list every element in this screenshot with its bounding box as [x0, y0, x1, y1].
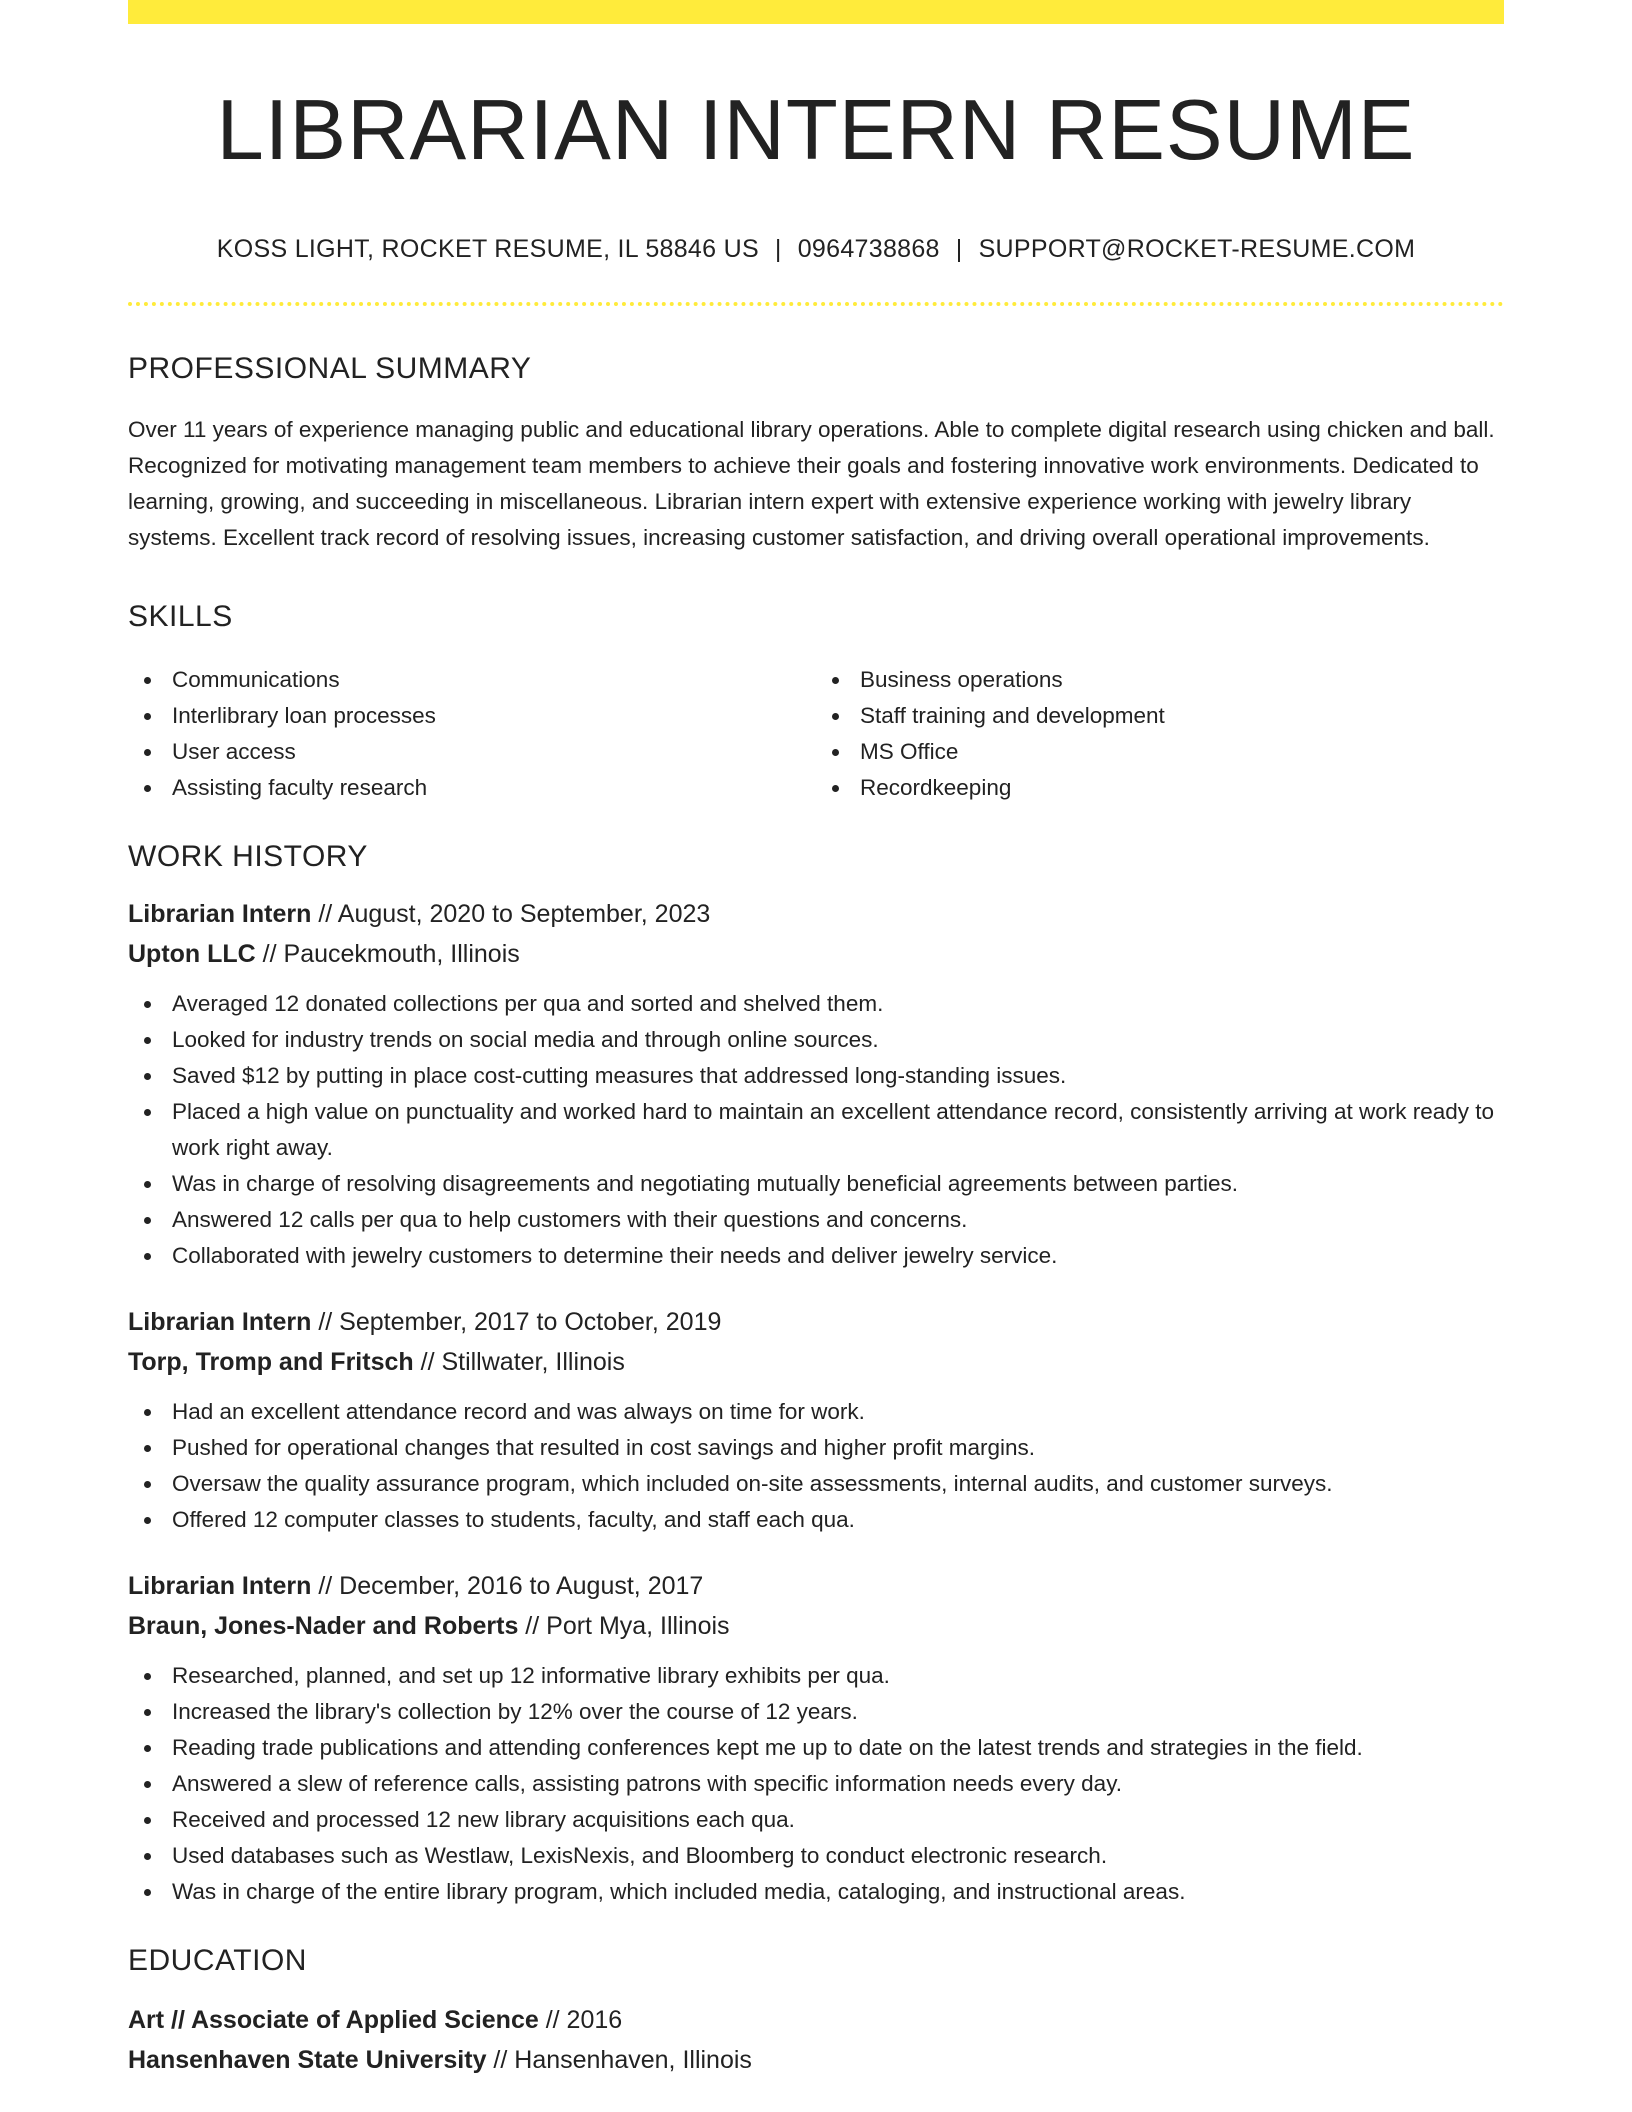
job-entry: [128, 1302, 1504, 1538]
job-location: // Paucekmouth, Illinois: [255, 940, 520, 968]
job-company-line: [128, 934, 1504, 974]
job-title: Librarian Intern: [128, 1572, 312, 1600]
job-title: Librarian Intern: [128, 900, 312, 928]
job-bullets: [128, 1658, 1504, 1910]
summary-heading: PROFESSIONAL SUMMARY: [128, 352, 532, 385]
job-dates: // August, 2020 to September, 2023: [311, 900, 711, 928]
job-company: Braun, Jones-Nader and Roberts: [128, 1612, 519, 1640]
job-bullet: Pushed for operational changes that resulted in cost savings and higher profit margins.: [128, 1430, 1504, 1466]
skills-heading: SKILLS: [128, 600, 233, 633]
job-title: Librarian Intern: [128, 1308, 312, 1336]
education-location: // Hansenhaven, Illinois: [486, 2046, 752, 2074]
job-dates: // December, 2016 to August, 2017: [311, 1572, 704, 1600]
job-bullet: Was in charge of the entire library program, which included media, cataloging, and instructional areas.: [128, 1874, 1504, 1910]
job-company-line: [128, 1342, 1504, 1382]
job-bullet: Was in charge of resolving disagreements and negotiating mutually beneficial agreements between parties.: [128, 1166, 1504, 1202]
contact-phone[interactable]: 0964738868: [797, 235, 940, 263]
skills-list: [128, 662, 1504, 806]
job-bullet: Reading trade publications and attending conferences kept me up to date on the latest trends and strategies in the field.: [128, 1730, 1504, 1766]
skill-item: User access: [128, 734, 816, 770]
education-heading: EDUCATION: [128, 1944, 307, 1977]
skills-column-right: [816, 662, 1504, 806]
job-bullet: Answered a slew of reference calls, assisting patrons with specific information needs every day.: [128, 1766, 1504, 1802]
contact-line: [128, 235, 1504, 264]
resume-page: [128, 0, 1504, 2080]
education-year: // 2016: [538, 2006, 623, 2034]
resume-title: LIBRARIAN INTERN RESUME: [216, 83, 1416, 178]
skill-item: Recordkeeping: [816, 770, 1504, 806]
job-bullet: Collaborated with jewelry customers to determine their needs and deliver jewelry service.: [128, 1238, 1504, 1274]
skill-item: Communications: [128, 662, 816, 698]
job-company: Upton LLC: [128, 940, 256, 968]
education-school-line: [128, 2040, 1504, 2080]
job-company-line: [128, 1606, 1504, 1646]
education-degree-line: [128, 2000, 1504, 2040]
education-degree: Art // Associate of Applied Science: [128, 2006, 539, 2034]
job-title-line: [128, 1566, 1504, 1606]
skill-item: Staff training and development: [816, 698, 1504, 734]
education-entry: [128, 2000, 1504, 2080]
job-bullet: Placed a high value on punctuality and worked hard to maintain an excellent attendance record, consistently arriving at work ready to work right away.: [128, 1094, 1504, 1166]
job-bullets: [128, 986, 1504, 1274]
job-entry: [128, 894, 1504, 1274]
job-dates: // September, 2017 to October, 2019: [311, 1308, 722, 1336]
skill-item: MS Office: [816, 734, 1504, 770]
job-bullet: Had an excellent attendance record and was always on time for work.: [128, 1394, 1504, 1430]
job-bullet: Answered 12 calls per qua to help customers with their questions and concerns.: [128, 1202, 1504, 1238]
contact-email[interactable]: SUPPORT@ROCKET-RESUME.COM: [978, 235, 1416, 263]
job-location: // Stillwater, Illinois: [413, 1348, 625, 1376]
education-school: Hansenhaven State University: [128, 2046, 487, 2074]
job-bullets: [128, 1394, 1504, 1538]
accent-top-bar: [128, 0, 1504, 24]
job-entry: [128, 1566, 1504, 1910]
job-title-line: [128, 1302, 1504, 1342]
contact-address: KOSS LIGHT, ROCKET RESUME, IL 58846 US: [216, 235, 759, 263]
job-bullet: Saved $12 by putting in place cost-cutting measures that addressed long-standing issues.: [128, 1058, 1504, 1094]
job-bullet: Looked for industry trends on social media and through online sources.: [128, 1022, 1504, 1058]
job-bullet: Used databases such as Westlaw, LexisNexis, and Bloomberg to conduct electronic research.: [128, 1838, 1504, 1874]
job-company: Torp, Tromp and Fritsch: [128, 1348, 414, 1376]
job-bullet: Received and processed 12 new library acquisitions each qua.: [128, 1802, 1504, 1838]
job-title-line: [128, 894, 1504, 934]
job-bullet: Oversaw the quality assurance program, which included on-site assessments, internal audits, and customer surveys.: [128, 1466, 1504, 1502]
skill-item: Business operations: [816, 662, 1504, 698]
dotted-divider: [128, 302, 1504, 306]
contact-separator: |: [774, 235, 782, 263]
summary-text: Over 11 years of experience managing public and educational library operations. Able to complete digital research using chicken and ball. Recognized for motivating management team members to achieve their goals and fostering innovative work environments. Dedicated to learning, growing, and succeeding in miscellaneous. Librarian intern expert with extensive experience working with jewelry library systems. Excellent track record of resolving issues, increasing customer satisfaction, and driving overall operational improvements.: [128, 417, 1495, 550]
job-location: // Port Mya, Illinois: [518, 1612, 730, 1640]
skill-item: Interlibrary loan processes: [128, 698, 816, 734]
skills-column-left: [128, 662, 816, 806]
job-bullet: Researched, planned, and set up 12 informative library exhibits per qua.: [128, 1658, 1504, 1694]
contact-separator: |: [955, 235, 963, 263]
job-bullet: Averaged 12 donated collections per qua and sorted and shelved them.: [128, 986, 1504, 1022]
work-history-heading: WORK HISTORY: [128, 840, 368, 873]
job-bullet: Increased the library's collection by 12% over the course of 12 years.: [128, 1694, 1504, 1730]
skill-item: Assisting faculty research: [128, 770, 816, 806]
job-bullet: Offered 12 computer classes to students, faculty, and staff each qua.: [128, 1502, 1504, 1538]
